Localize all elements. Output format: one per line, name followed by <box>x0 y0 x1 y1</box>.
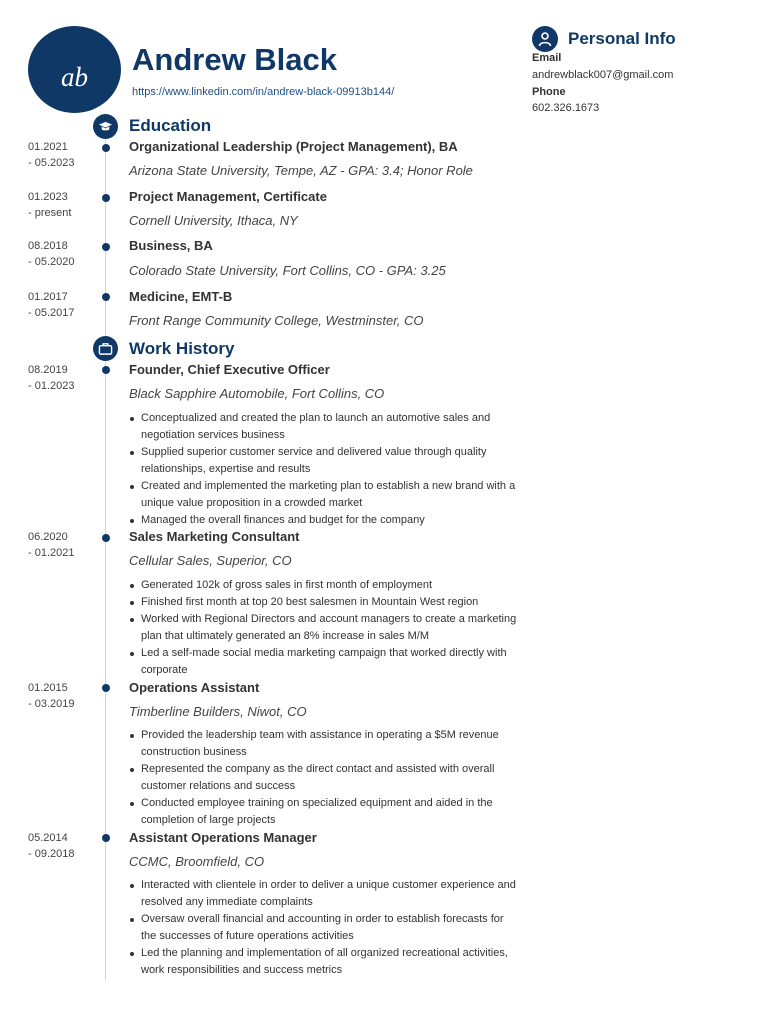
list-item: Led a self-made social media marketing campaign that worked directly with corporate <box>129 645 519 679</box>
job-title: Assistant Operations Manager <box>129 830 317 845</box>
list-item: Finished first month at top 20 best salesmen in Mountain West region <box>129 594 519 611</box>
list-item: Provided the leadership team with assistance in operating a $5M revenue construction business <box>129 727 519 761</box>
timeline-dot <box>102 194 110 202</box>
monogram-logo <box>28 26 121 113</box>
education-school: Cornell University, Ithaca, NY <box>129 213 298 228</box>
work-date: 08.2019 - 01.2023 <box>28 364 75 392</box>
job-bullets <box>129 877 519 979</box>
timeline-dot <box>102 684 110 692</box>
job-bullets <box>129 727 519 829</box>
linkedin-link[interactable]: https://www.linkedin.com/in/andrew-black-09913b144/ <box>132 86 395 98</box>
education-degree: Medicine, EMT-B <box>129 289 233 304</box>
job-bullets <box>129 410 519 529</box>
list-item: Interacted with clientele in order to deliver a unique customer experience and resolved any immediate complaints <box>129 877 519 911</box>
phone-label: Phone <box>532 86 566 98</box>
timeline-dot <box>102 144 110 152</box>
education-degree: Project Management, Certificate <box>129 189 327 204</box>
list-item: Created and implemented the marketing plan to establish a new brand with a unique value proposition in a crowded market <box>129 478 519 512</box>
job-bullets <box>129 577 519 679</box>
monogram-text: ab <box>61 62 88 92</box>
work-history-title: Work History <box>129 339 235 358</box>
work-date: 01.2015 - 03.2019 <box>28 682 75 710</box>
person-icon <box>532 26 558 52</box>
job-title: Founder, Chief Executive Officer <box>129 362 330 377</box>
education-degree: Organizational Leadership (Project Management), BA <box>129 139 458 154</box>
list-item: Oversaw overall financial and accounting in order to establish forecasts for the successes of future operations activities <box>129 911 519 945</box>
job-company: Cellular Sales, Superior, CO <box>129 553 292 568</box>
job-company: Timberline Builders, Niwot, CO <box>129 704 307 719</box>
list-item: Managed the overall finances and budget for the company <box>129 512 519 529</box>
timeline-dot <box>102 834 110 842</box>
email-label: Email <box>532 52 562 64</box>
job-company: Black Sapphire Automobile, Fort Collins, CO <box>129 386 385 401</box>
education-date: 01.2017 - 05.2017 <box>28 291 75 319</box>
phone-value: 602.326.1673 <box>532 102 600 114</box>
list-item: Conceptualized and created the plan to launch an automotive sales and negotiation services business <box>129 410 519 444</box>
education-school: Colorado State University, Fort Collins, CO - GPA: 3.25 <box>129 263 446 278</box>
email-value: andrewblack007@gmail.com <box>532 69 674 81</box>
briefcase-icon <box>93 336 118 361</box>
timeline-dot <box>102 366 110 374</box>
timeline-dot <box>102 243 110 251</box>
job-company: CCMC, Broomfield, CO <box>129 854 265 869</box>
list-item: Worked with Regional Directors and account managers to create a marketing plan that ultimately generated an 8% increase in sales M/M <box>129 611 519 645</box>
education-school: Front Range Community College, Westminster, CO <box>129 313 424 328</box>
list-item: Represented the company as the direct contact and assisted with overall customer relations and success <box>129 761 519 795</box>
education-school: Arizona State University, Tempe, AZ - GPA: 3.4; Honor Role <box>129 163 473 178</box>
education-date: 01.2023 - present <box>28 191 72 219</box>
list-item: Generated 102k of gross sales in first month of employment <box>129 577 519 594</box>
education-date: 08.2018 - 05.2020 <box>28 240 75 268</box>
job-title: Sales Marketing Consultant <box>129 529 300 544</box>
work-date: 06.2020 - 01.2021 <box>28 531 75 559</box>
timeline-line <box>105 136 106 980</box>
candidate-name: Andrew Black <box>132 42 338 77</box>
list-item: Led the planning and implementation of all organized recreational activities, work responsibilities and success metrics <box>129 945 519 979</box>
list-item: Supplied superior customer service and delivered value through quality relationships, expertise and results <box>129 444 519 478</box>
timeline-dot <box>102 534 110 542</box>
education-title: Education <box>129 116 212 135</box>
work-date: 05.2014 - 09.2018 <box>28 832 75 860</box>
education-date: 01.2021 - 05.2023 <box>28 141 75 169</box>
graduation-cap-icon <box>93 114 118 139</box>
job-title: Operations Assistant <box>129 680 260 695</box>
personal-info-title: Personal Info <box>568 29 676 48</box>
list-item: Conducted employee training on specialized equipment and aided in the completion of large projects <box>129 795 519 829</box>
timeline-dot <box>102 293 110 301</box>
education-degree: Business, BA <box>129 238 213 253</box>
